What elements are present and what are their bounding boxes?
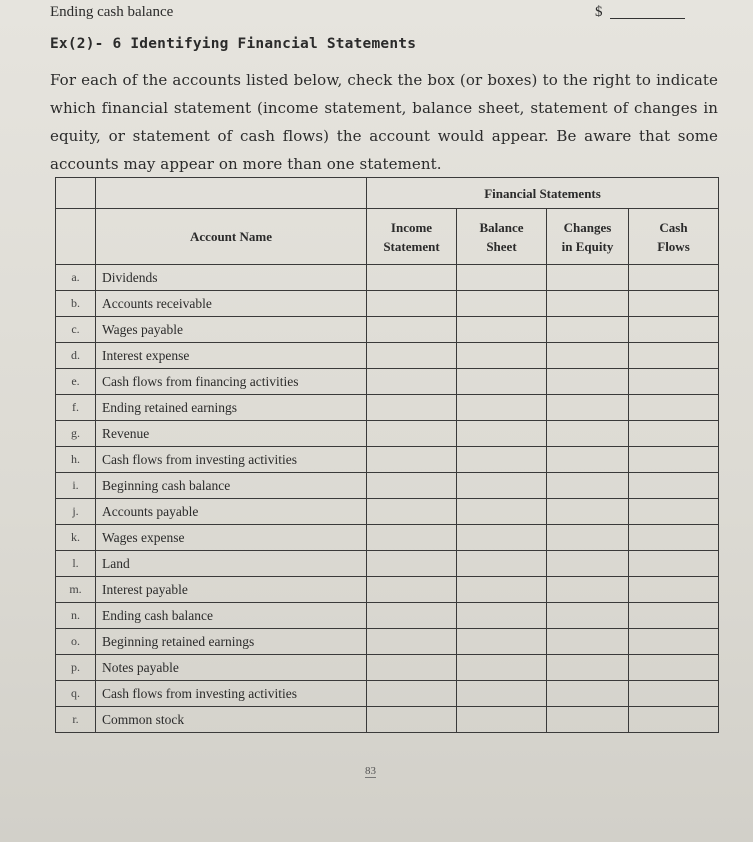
- column-header-income-statement: [367, 209, 457, 265]
- check-box-cash-flows[interactable]: [629, 291, 719, 317]
- account-name-cell: Cash flows from investing activities: [96, 681, 367, 707]
- check-box-balance-sheet[interactable]: [457, 473, 547, 499]
- account-name-header: Account Name: [96, 209, 367, 265]
- check-box-changes-in-equity[interactable]: [547, 681, 629, 707]
- instruction-line: which financial statement (income statement, balance sheet, statement of changes in: [50, 99, 718, 117]
- row-letter: f.: [56, 395, 96, 421]
- row-letter: a.: [56, 265, 96, 291]
- check-box-cash-flows[interactable]: [629, 603, 719, 629]
- column-header-balance-sheet: [457, 209, 547, 265]
- check-box-balance-sheet[interactable]: [457, 291, 547, 317]
- check-box-changes-in-equity[interactable]: [547, 395, 629, 421]
- corner-cell: [96, 178, 367, 209]
- check-box-cash-flows[interactable]: [629, 707, 719, 733]
- check-box-changes-in-equity[interactable]: [547, 551, 629, 577]
- check-box-income-statement[interactable]: [367, 395, 457, 421]
- table-row: [56, 265, 719, 291]
- ending-cash-line: [50, 4, 710, 26]
- check-box-balance-sheet[interactable]: [457, 343, 547, 369]
- row-letter: q.: [56, 681, 96, 707]
- account-name-cell: Ending cash balance: [96, 603, 367, 629]
- row-letter: n.: [56, 603, 96, 629]
- check-box-changes-in-equity[interactable]: [547, 499, 629, 525]
- account-name-cell: Cash flows from financing activities: [96, 369, 367, 395]
- row-letter: b.: [56, 291, 96, 317]
- row-letter: p.: [56, 655, 96, 681]
- check-box-changes-in-equity[interactable]: [547, 525, 629, 551]
- check-box-changes-in-equity[interactable]: [547, 707, 629, 733]
- account-name-cell: Beginning cash balance: [96, 473, 367, 499]
- account-name-cell: Accounts payable: [96, 499, 367, 525]
- row-letter: e.: [56, 369, 96, 395]
- account-name-cell: Wages expense: [96, 525, 367, 551]
- check-box-balance-sheet[interactable]: [457, 447, 547, 473]
- check-box-income-statement[interactable]: [367, 499, 457, 525]
- check-box-cash-flows[interactable]: [629, 629, 719, 655]
- table-row: [56, 499, 719, 525]
- check-box-changes-in-equity[interactable]: [547, 343, 629, 369]
- check-box-income-statement[interactable]: [367, 473, 457, 499]
- account-name-cell: Ending retained earnings: [96, 395, 367, 421]
- check-box-cash-flows[interactable]: [629, 525, 719, 551]
- row-letter: j.: [56, 499, 96, 525]
- letter-header: [56, 209, 96, 265]
- table-row: [56, 343, 719, 369]
- financial-statements-header: Financial Statements: [367, 178, 719, 209]
- check-box-income-statement[interactable]: [367, 369, 457, 395]
- check-box-balance-sheet[interactable]: [457, 603, 547, 629]
- row-letter: i.: [56, 473, 96, 499]
- row-letter: c.: [56, 317, 96, 343]
- check-box-changes-in-equity[interactable]: [547, 369, 629, 395]
- exercise-instructions: [50, 66, 718, 178]
- table-row: [56, 577, 719, 603]
- check-box-cash-flows[interactable]: [629, 577, 719, 603]
- account-name-cell: Notes payable: [96, 655, 367, 681]
- check-box-balance-sheet[interactable]: [457, 369, 547, 395]
- check-box-income-statement[interactable]: [367, 447, 457, 473]
- table-row: [56, 369, 719, 395]
- check-box-income-statement[interactable]: [367, 343, 457, 369]
- check-box-cash-flows[interactable]: [629, 421, 719, 447]
- table-row: [56, 473, 719, 499]
- check-box-balance-sheet[interactable]: [457, 499, 547, 525]
- corner-cell: [56, 178, 96, 209]
- check-box-cash-flows[interactable]: [629, 473, 719, 499]
- check-box-cash-flows[interactable]: [629, 395, 719, 421]
- row-letter: d.: [56, 343, 96, 369]
- check-box-changes-in-equity[interactable]: [547, 291, 629, 317]
- check-box-income-statement[interactable]: [367, 655, 457, 681]
- check-box-balance-sheet[interactable]: [457, 317, 547, 343]
- row-letter: o.: [56, 629, 96, 655]
- check-box-changes-in-equity[interactable]: [547, 655, 629, 681]
- check-box-cash-flows[interactable]: [629, 499, 719, 525]
- account-name-cell: Beginning retained earnings: [96, 629, 367, 655]
- table-row: [56, 291, 719, 317]
- check-box-changes-in-equity[interactable]: [547, 473, 629, 499]
- table-row: [56, 707, 719, 733]
- column-header-changes-in-equity: [547, 209, 629, 265]
- check-box-cash-flows[interactable]: [629, 681, 719, 707]
- check-box-income-statement[interactable]: [367, 317, 457, 343]
- check-box-changes-in-equity[interactable]: [547, 317, 629, 343]
- check-box-income-statement[interactable]: [367, 421, 457, 447]
- check-box-cash-flows[interactable]: [629, 551, 719, 577]
- column-header-cash-flows: [629, 209, 719, 265]
- check-box-balance-sheet[interactable]: [457, 551, 547, 577]
- page-number: 83: [365, 765, 376, 777]
- account-name-cell: Common stock: [96, 707, 367, 733]
- check-box-income-statement[interactable]: [367, 629, 457, 655]
- account-name-cell: Revenue: [96, 421, 367, 447]
- row-letter: g.: [56, 421, 96, 447]
- check-box-income-statement[interactable]: [367, 525, 457, 551]
- table-row: [56, 421, 719, 447]
- check-box-cash-flows[interactable]: [629, 655, 719, 681]
- table-row: [56, 603, 719, 629]
- check-box-income-statement[interactable]: [367, 681, 457, 707]
- check-box-balance-sheet[interactable]: [457, 265, 547, 291]
- check-box-balance-sheet[interactable]: [457, 395, 547, 421]
- check-box-balance-sheet[interactable]: [457, 707, 547, 733]
- check-box-cash-flows[interactable]: [629, 447, 719, 473]
- column-header-line: Income: [390, 219, 433, 235]
- check-box-income-statement[interactable]: [367, 265, 457, 291]
- column-header-line: in Equity: [561, 238, 614, 254]
- column-header-line: Cash: [659, 219, 688, 235]
- column-header-line: Sheet: [486, 238, 517, 254]
- column-header-line: Changes: [563, 219, 612, 235]
- column-header-line: Flows: [657, 238, 690, 254]
- check-box-balance-sheet[interactable]: [457, 577, 547, 603]
- check-box-income-statement[interactable]: [367, 577, 457, 603]
- table-row: [56, 447, 719, 473]
- check-box-income-statement[interactable]: [367, 291, 457, 317]
- table-row: [56, 655, 719, 681]
- check-box-changes-in-equity[interactable]: [547, 265, 629, 291]
- check-box-cash-flows[interactable]: [629, 317, 719, 343]
- account-name-cell: Interest expense: [96, 343, 367, 369]
- check-box-balance-sheet[interactable]: [457, 681, 547, 707]
- row-letter: r.: [56, 707, 96, 733]
- instruction-line: equity, or statement of cash flows) the account would appear. Be aware that some: [50, 127, 718, 145]
- account-name-cell: Wages payable: [96, 317, 367, 343]
- check-box-income-statement[interactable]: [367, 603, 457, 629]
- account-name-cell: Interest payable: [96, 577, 367, 603]
- table-row: [56, 395, 719, 421]
- table-row: [56, 681, 719, 707]
- check-box-changes-in-equity[interactable]: [547, 577, 629, 603]
- table-row: [56, 525, 719, 551]
- check-box-income-statement[interactable]: [367, 551, 457, 577]
- row-letter: h.: [56, 447, 96, 473]
- check-box-changes-in-equity[interactable]: [547, 421, 629, 447]
- table-row: [56, 629, 719, 655]
- instruction-line: For each of the accounts listed below, check the box (or boxes) to the right to indicate: [50, 71, 718, 89]
- instruction-line: accounts may appear on more than one statement.: [50, 155, 442, 173]
- check-box-changes-in-equity[interactable]: [547, 447, 629, 473]
- check-box-balance-sheet[interactable]: [457, 655, 547, 681]
- account-name-cell: Dividends: [96, 265, 367, 291]
- dollar-sign: $: [595, 4, 603, 20]
- table-body: [56, 265, 719, 733]
- check-box-cash-flows[interactable]: [629, 369, 719, 395]
- table-row: [56, 551, 719, 577]
- account-name-cell: Accounts receivable: [96, 291, 367, 317]
- row-letter: k.: [56, 525, 96, 551]
- check-box-balance-sheet[interactable]: [457, 421, 547, 447]
- check-box-balance-sheet[interactable]: [457, 629, 547, 655]
- ending-cash-blank[interactable]: [610, 18, 685, 19]
- ending-cash-label: Ending cash balance: [50, 4, 174, 20]
- column-header-line: Statement: [383, 238, 440, 254]
- check-box-changes-in-equity[interactable]: [547, 603, 629, 629]
- check-box-balance-sheet[interactable]: [457, 525, 547, 551]
- row-letter: m.: [56, 577, 96, 603]
- column-header-line: Balance: [479, 219, 524, 235]
- account-name-cell: Land: [96, 551, 367, 577]
- financial-statements-table: [55, 177, 719, 733]
- table-row: [56, 317, 719, 343]
- exercise-title: Ex(2)- 6 Identifying Financial Statements: [50, 36, 417, 52]
- check-box-income-statement[interactable]: [367, 707, 457, 733]
- check-box-cash-flows[interactable]: [629, 265, 719, 291]
- check-box-changes-in-equity[interactable]: [547, 629, 629, 655]
- account-name-cell: Cash flows from investing activities: [96, 447, 367, 473]
- check-box-cash-flows[interactable]: [629, 343, 719, 369]
- row-letter: l.: [56, 551, 96, 577]
